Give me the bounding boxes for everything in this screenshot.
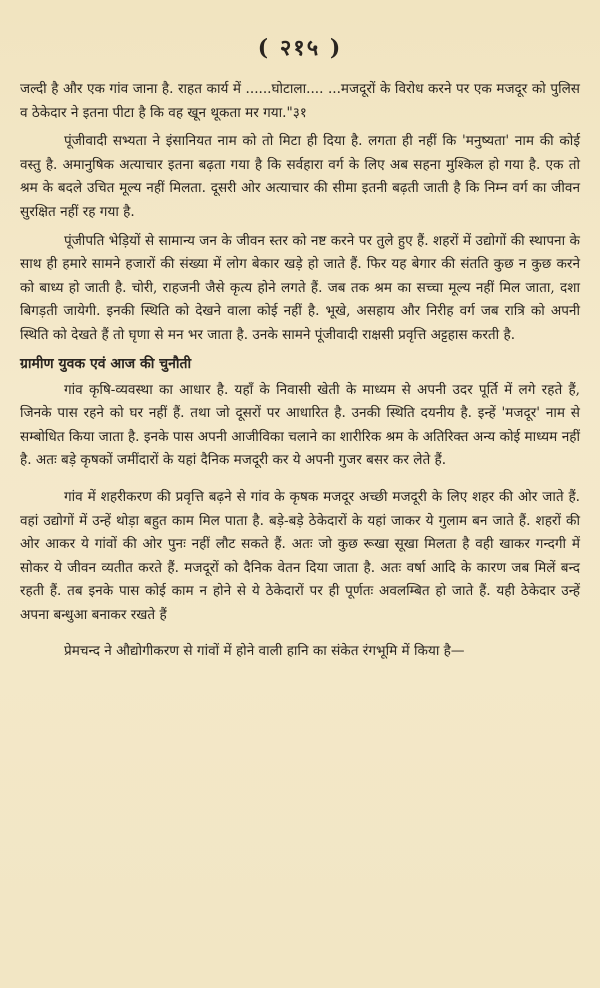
paragraph-premchand: प्रेमचन्द ने औद्योगीकरण से गांवों में होने वाली हानि का संकेत रंगभूमि में किया है— (64, 643, 465, 660)
paragraph-gap (20, 478, 580, 486)
section-heading: ग्रामीण युवक एवं आज की चुनौती (20, 355, 192, 372)
page-number: ( २१५ ) (257, 35, 343, 61)
paragraph-capitalists-wolves: पूंजीपति भेड़ियों से सामान्य जन के जीवन स्तर को नष्ट करने पर तुले हुए हैं. शहरों में उद्योगों की स्थापना के साथ ही हमारे सामने हजारों की संख्या में लोग बेकार खड़े हो जाते हैं. फिर यह बेगार की संतति कुछ न कुछ करने को बाध्य हो जाती है. चोरी, राहजनी जैसे कृत्य होने लगते हैं. जब तक श्रम का सच्चा मूल्य नहीं मिल जाता, दशा बिगड़ती जायेगी. इनकी स्थिति को देखने वाला कोई नहीं है. भूखे, असहाय और निरीह वर्ग जब रात्रि को अपनी स्थिति को देखते हैं तो घृणा से मन भर जाता है. उनके सामने पूंजीवादी राक्षसी प्रवृत्ति अट्टहास करती है. (20, 232, 580, 343)
paragraph-capitalist-civilization: पूंजीवादी सभ्यता ने इंसानियत नाम को तो मिटा ही दिया है. लगता ही नहीं कि 'मनुष्यता' नाम की कोई वस्तु है. अमानुषिक अत्याचार इतना बढ़ता गया है कि सर्वहारा वर्ग के लिए अब सहना मुश्किल हो गया है. एक तो श्रम के बदले उचित मूल्य नहीं मिलता. दूसरी ओर अत्याचार की सीमा इतनी बढ़ती जाती है कि निम्न वर्ग का जीवन सुरक्षित नहीं रह गया है. (20, 133, 580, 220)
paragraph-quote-end: जल्दी है और एक गांव जाना है. राहत कार्य में ......घोटाला.... ...मजदूरों के विरोध करने पर एक मजदूर को पुलिस व ठेकेदार ने इतना पीटा है कि वह खून थूकता मर गया."३१ (20, 81, 580, 121)
paragraph-gap (20, 632, 580, 640)
paragraph-urbanization: गांव में शहरीकरण की प्रवृत्ति बढ़ने से गांव के कृषक मजदूर अच्छी मजदूरी के लिए शहर की ओर जाते हैं. वहां उद्योगों में उन्हें थोड़ा बहुत काम मिल पाता है. बड़े-बड़े ठेकेदारों के यहां जाकर ये गुलाम बन जाते हैं. शहरों की ओर आकर ये गांवों की ओर पुनः नहीं लौट सकते हैं. अतः जो कुछ रूखा सूखा मिलता है वही खाकर गन्दगी में सोकर ये जीवन व्यतीत करते हैं. मजदूरों को दैनिक वेतन दिया जाता है. अतः वर्षा आदि के कारण जब मिलें बन्द रहती हैं. तब इनके पास कोई काम न होने से ये ठेकेदारों पर ही पूर्णतः अवलम्बित हो जाते हैं. यही ठेकेदार उन्हें अपना बन्धुआ बनाकर रखते हैं (20, 488, 580, 623)
paragraph-village-agriculture: गांव कृषि-व्यवस्था का आधार है. यहाँ के निवासी खेती के माध्यम से अपनी उदर पूर्ति में लगे रहते हैं, जिनके पास रहने को घर नहीं हैं. तथा जो दूसरों पर आधारित है. उनकी स्थिति दयनीय है. इन्हें 'मजदूर' नाम से सम्बोधित किया जाता है. इनके पास अपनी आजीविका चलाने का शारीरिक श्रम के अतिरिक्त अन्य कोई माध्यम नहीं है. अतः बड़े कृषकों जमींदारों के यहां दैनिक मजदूरी कर ये अपनी गुजर बसर कर लेते हैं. (20, 381, 581, 469)
